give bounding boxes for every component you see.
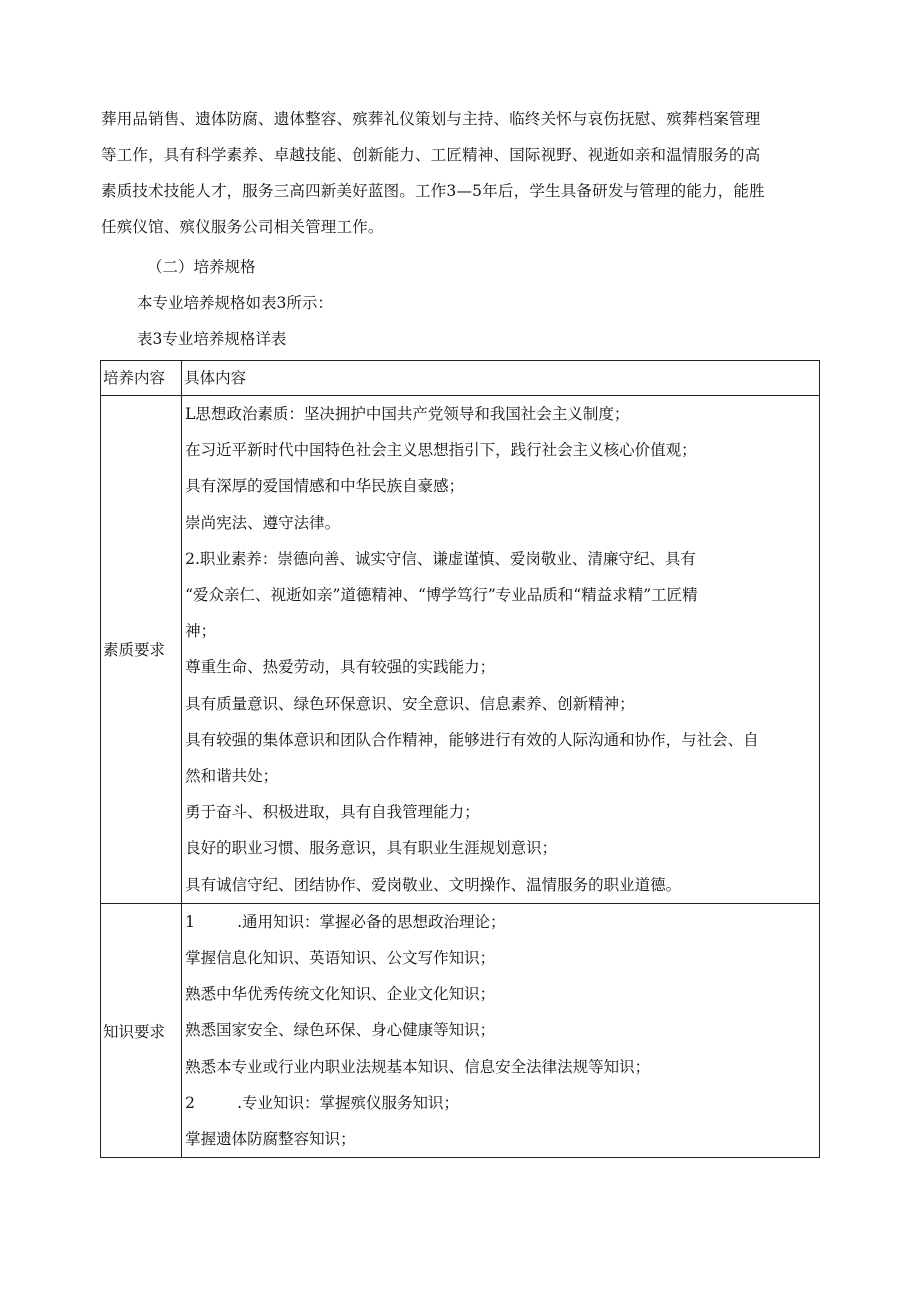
item-text: .专业知识：掌握殡仪服务知识； bbox=[237, 1093, 460, 1112]
content-line: 尊重生命、热爱劳动，具有较强的实践能力； bbox=[185, 658, 496, 677]
content-line: “爱众亲仁、视逝如亲”道德精神、“博学笃行”专业品质和“精益求精”工匠精 bbox=[185, 586, 698, 605]
row-content-quality bbox=[182, 396, 820, 904]
content-line: 神； bbox=[185, 622, 217, 641]
training-spec-table bbox=[100, 360, 820, 1158]
content-line: 然和谐共处； bbox=[185, 767, 279, 786]
content-line: 良好的职业习惯、服务意识，具有职业生涯规划意识； bbox=[185, 839, 558, 858]
item-text: .通用知识：掌握必备的思想政治理论； bbox=[237, 912, 506, 931]
row-label-knowledge: 知识要求 bbox=[101, 903, 182, 1157]
content-line: 勇于奋斗、积极进取，具有自我管理能力； bbox=[185, 803, 480, 822]
content-line bbox=[185, 904, 819, 940]
table-intro-text: 本专业培养规格如表3所示： bbox=[137, 294, 333, 312]
content-line: 具有深厚的爱国情感和中华民族自豪感； bbox=[185, 477, 465, 496]
content-line: 掌握遗体防腐整容知识； bbox=[185, 1130, 356, 1149]
content-line: L思想政治素质：坚决拥护中国共产党领导和我国社会主义制度； bbox=[185, 405, 630, 423]
content-line: 崇尚宪法、遵守法律。 bbox=[185, 513, 341, 532]
content-line: 熟悉中华优秀传统文化知识、企业文化知识； bbox=[185, 985, 496, 1004]
content-line: 在习近平新时代中国特色社会主义思想指引下，践行社会主义核心价值观； bbox=[185, 441, 697, 460]
content-line: 具有质量意识、绿色环保意识、安全意识、信息素养、创新精神； bbox=[185, 694, 635, 713]
content-line: 2.职业素养：崇德向善、诚实守信、谦虚谨慎、爱岗敬业、清廉守纪、具有 bbox=[185, 549, 696, 568]
table-row-quality bbox=[101, 396, 820, 904]
intro-paragraph bbox=[101, 101, 823, 245]
content-line bbox=[185, 1085, 819, 1121]
section-heading: （二）培养规格 bbox=[147, 258, 256, 276]
content-line: 熟悉本专业或行业内职业法规基本知识、信息安全法律法规等知识； bbox=[185, 1057, 651, 1076]
table-caption: 表3专业培养规格详表 bbox=[137, 330, 287, 348]
item-number: 2 bbox=[185, 1093, 195, 1112]
content-line: 具有较强的集体意识和团队合作精神，能够进行有效的人际沟通和协作，与社会、自 bbox=[185, 730, 759, 749]
item-number: 1 bbox=[185, 912, 195, 931]
table-row-knowledge bbox=[101, 903, 820, 1157]
content-line: 掌握信息化知识、英语知识、公文写作知识； bbox=[185, 949, 496, 968]
row-content-knowledge bbox=[182, 903, 820, 1157]
intro-line: 素质技术技能人才，服务三高四新美好蓝图。工作3—5年后，学生具备研发与管理的能力，能胜 bbox=[101, 182, 765, 200]
header-cell-content-type: 培养内容 bbox=[101, 361, 182, 396]
content-line: 具有诚信守纪、团结协作、爱岗敬业、文明操作、温情服务的职业道德。 bbox=[185, 875, 682, 894]
content-line: 熟悉国家安全、绿色环保、身心健康等知识； bbox=[185, 1021, 496, 1040]
table-header-row bbox=[101, 361, 820, 396]
intro-line: 等工作，具有科学素养、卓越技能、创新能力、工匠精神、国际视野、视逝如亲和温情服务的高 bbox=[101, 146, 761, 164]
intro-line: 任殡仪馆、殡仪服务公司相关管理工作。 bbox=[101, 218, 384, 236]
intro-line: 葬用品销售、遗体防腐、遗体整容、殡葬礼仪策划与主持、临终关怀与哀伤抚慰、殡葬档案管理 bbox=[101, 110, 761, 128]
header-cell-details: 具体内容 bbox=[182, 361, 820, 396]
row-label-quality: 素质要求 bbox=[101, 396, 182, 904]
